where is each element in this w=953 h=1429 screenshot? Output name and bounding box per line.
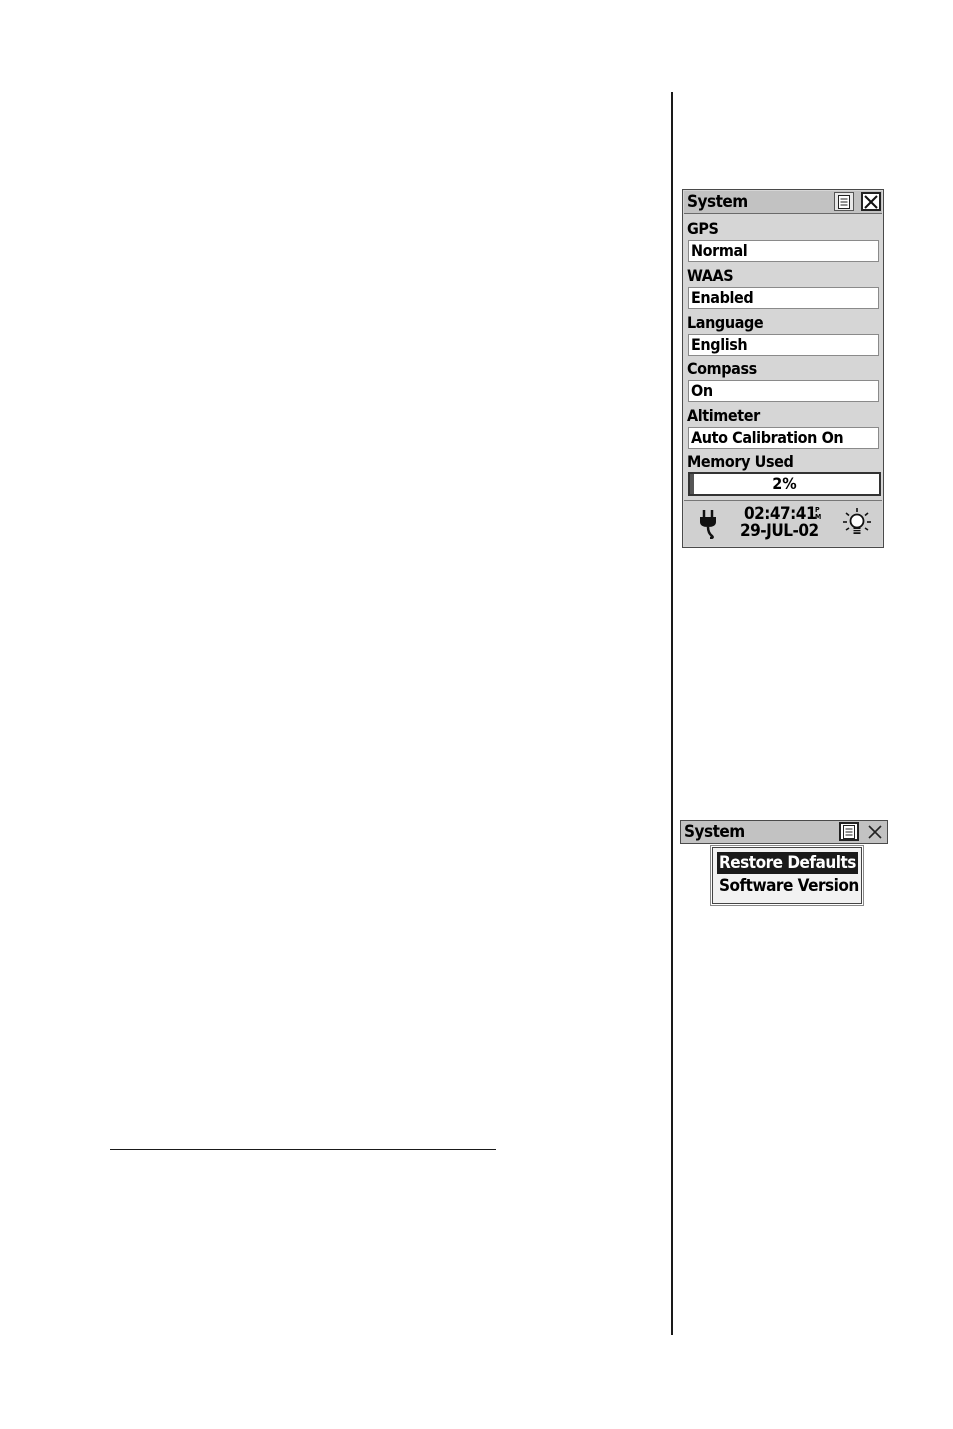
system-title-bar bbox=[680, 820, 888, 844]
menu-item-restore-defaults[interactable]: Restore Defaults bbox=[719, 853, 856, 873]
menu-button[interactable] bbox=[834, 192, 854, 211]
altimeter-label: Altimeter bbox=[687, 406, 760, 425]
status-bar bbox=[684, 500, 882, 546]
clock-ampm: P M bbox=[815, 506, 822, 521]
close-button[interactable] bbox=[861, 192, 881, 211]
title-bar bbox=[684, 191, 882, 214]
menu-item-software-version[interactable]: Software Version bbox=[719, 876, 859, 896]
clock-time: 02:47:41 bbox=[744, 504, 817, 524]
close-button[interactable] bbox=[865, 822, 885, 841]
clock-date: 29-JUL-02 bbox=[740, 521, 819, 541]
system-page bbox=[682, 189, 884, 548]
compass-field[interactable]: On bbox=[688, 380, 879, 402]
footer-rule bbox=[110, 1149, 496, 1150]
close-icon bbox=[868, 825, 882, 839]
page-title: System bbox=[687, 192, 748, 212]
memory-used-bar bbox=[688, 472, 881, 496]
menu-icon bbox=[843, 825, 855, 839]
language-label: Language bbox=[687, 313, 764, 332]
waas-field[interactable]: Enabled bbox=[688, 287, 879, 309]
options-page-title: System bbox=[684, 822, 745, 842]
gps-field[interactable]: Normal bbox=[688, 240, 879, 262]
language-field[interactable]: English bbox=[688, 334, 879, 356]
options-menu bbox=[712, 847, 862, 904]
waas-label: WAAS bbox=[687, 266, 734, 285]
power-plug-icon bbox=[698, 509, 718, 539]
menu-button-active[interactable] bbox=[839, 822, 859, 841]
menu-icon bbox=[838, 195, 850, 209]
memory-used-label: Memory Used bbox=[687, 452, 794, 471]
gps-label: GPS bbox=[687, 219, 719, 238]
page-divider bbox=[671, 92, 673, 1335]
altimeter-field[interactable]: Auto Calibration On bbox=[688, 427, 879, 449]
close-icon bbox=[864, 195, 878, 209]
compass-label: Compass bbox=[687, 359, 757, 378]
memory-used-value: 2% bbox=[772, 474, 797, 493]
light-bulb-icon[interactable] bbox=[841, 507, 873, 539]
